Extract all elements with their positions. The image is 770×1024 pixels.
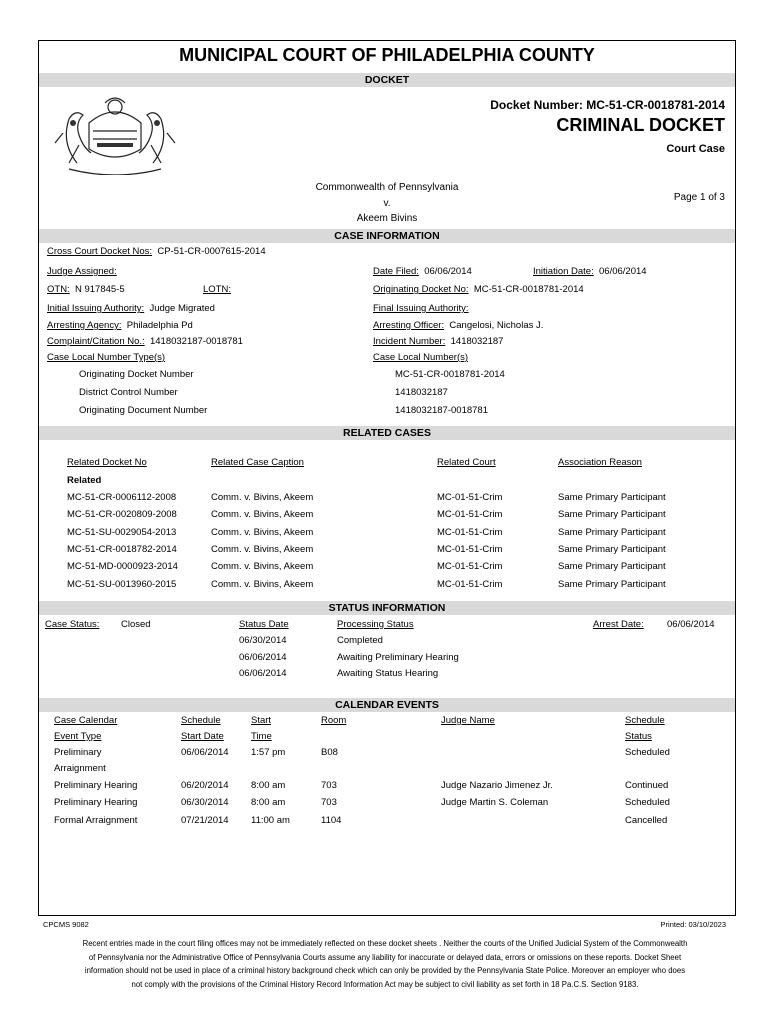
local-type: Originating Document Number (79, 405, 208, 416)
schedule-start-date: 06/30/2014 (181, 797, 229, 808)
calendar-start-header-1: Start (251, 715, 272, 726)
association-reason: Same Primary Participant (558, 561, 666, 573)
incident-number (373, 336, 503, 347)
related-group-label: Related (67, 475, 102, 486)
related-docket-header: Related Docket No (67, 457, 147, 468)
incident-label: Incident Number: (373, 336, 446, 347)
related-docket-no: MC-51-CR-0020809-2008 (67, 509, 177, 521)
date-filed-value: 06/06/2014 (424, 266, 472, 277)
status-information-bar: STATUS INFORMATION (39, 601, 735, 615)
calendar-judge-header: Judge Name (441, 715, 495, 726)
judge-assigned-label: Judge Assigned: (47, 266, 117, 277)
cross-court-docket (47, 246, 266, 257)
related-cases-bar: RELATED CASES (39, 426, 735, 440)
related-docket-no: MC-51-SU-0013960-2015 (67, 578, 177, 590)
room: 703 (321, 797, 337, 808)
room: 1104 (321, 815, 342, 826)
otn-value: N 917845-5 (74, 284, 125, 295)
arresting-officer-label: Arresting Officer: (373, 320, 445, 331)
arresting-officer-value: Cangelosi, Nicholas J. (449, 320, 544, 331)
form-number: CPCMS 9082 (43, 920, 89, 929)
originating-docket-value: MC-51-CR-0018781-2014 (473, 284, 584, 295)
otn-label: OTN: (47, 284, 70, 295)
schedule-status: Continued (625, 780, 669, 791)
local-type: Originating Docket Number (79, 369, 194, 380)
event-type-continued: Arraignment (54, 763, 106, 774)
complaint-citation (47, 336, 243, 347)
event-type: Preliminary Hearing (54, 797, 138, 808)
originating-docket-label: Originating Docket No: (373, 284, 469, 295)
local-types-label: Case Local Number Type(s) (47, 352, 166, 363)
cross-court-label: Cross Court Docket Nos: (47, 246, 153, 257)
schedule-status: Cancelled (625, 815, 668, 826)
docket-type: CRIMINAL DOCKET (556, 115, 725, 135)
related-court: MC-01-51-Crim (437, 578, 503, 590)
local-number: MC-51-CR-0018781-2014 (395, 369, 505, 380)
start-time: 8:00 am (251, 797, 286, 808)
date-filed-label: Date Filed: (373, 266, 419, 277)
otn (47, 284, 125, 295)
local-number: 1418032187-0018781 (395, 405, 488, 416)
initial-authority-value: Judge Migrated (149, 303, 215, 314)
related-docket-no: MC-51-CR-0006112-2008 (67, 492, 177, 503)
calendar-type-header-1: Case Calendar (54, 715, 118, 726)
initial-authority-label: Initial Issuing Authority: (47, 303, 145, 314)
related-docket-no: MC-51-MD-0000923-2014 (67, 561, 178, 573)
related-case-caption: Comm. v. Bivins, Akeem (211, 578, 314, 590)
originating-docket (373, 284, 584, 295)
calendar-sched-header-2: Start Date (181, 731, 224, 742)
status-date-header: Status Date (239, 619, 289, 630)
schedule-start-date: 07/21/2014 (181, 815, 229, 826)
date-filed (373, 266, 472, 277)
calendar-start-header-2: Time (251, 731, 272, 742)
arrest-date-value: 06/06/2014 (667, 619, 715, 630)
arrest-date-label: Arrest Date: (593, 619, 644, 630)
related-docket-no: MC-51-SU-0029054-2013 (67, 526, 177, 538)
processing-status: Awaiting Preliminary Hearing (337, 651, 459, 663)
association-reason: Same Primary Participant (558, 578, 666, 590)
disclaimer-text: Recent entries made in the court filing offices may not be immediately reflected on these docket sheets . Neither the courts of the Unified Judicial System of the Commonwealth of Pennsylvania nor the Administrative Office of Pennsylvania Courts assume any liability for inaccurate or delayed data, errors or omissions on these reports. Docket Sheet information should not be used in place of a criminal history background check which can only be provided by the Pennsylvania State Police. Moreover an employer who does not comply with the provisions of the Criminal History Record Information Act may be subject to civil liability as set forth in 18 Pa.C.S. Section 9183. (82, 939, 688, 989)
judge-name: Judge Nazario Jimenez Jr. (441, 780, 553, 791)
complaint-label: Complaint/Citation No.: (47, 336, 145, 347)
case-information-bar: CASE INFORMATION (39, 229, 735, 243)
related-court: MC-01-51-Crim (437, 509, 503, 521)
related-court: MC-01-51-Crim (437, 492, 503, 503)
room: 703 (321, 780, 337, 791)
schedule-start-date: 06/06/2014 (181, 747, 229, 758)
calendar-status-header-2: Status (625, 731, 652, 742)
related-court: MC-01-51-Crim (437, 543, 503, 555)
court-case-label: Court Case (666, 143, 725, 155)
schedule-status: Scheduled (625, 747, 670, 758)
schedule-status: Scheduled (625, 797, 670, 808)
schedule-start-date: 06/20/2014 (181, 780, 229, 791)
initiation-date-value: 06/06/2014 (599, 266, 647, 277)
related-case-caption: Comm. v. Bivins, Akeem (211, 509, 314, 521)
start-time: 8:00 am (251, 780, 286, 791)
related-court-header: Related Court (437, 457, 496, 468)
initiation-date (533, 266, 647, 277)
related-caption-header: Related Case Caption (211, 457, 304, 468)
caption-line-1: Commonwealth of Pennsylvania (315, 182, 459, 193)
related-case-caption: Comm. v. Bivins, Akeem (211, 492, 314, 503)
association-reason: Same Primary Participant (558, 492, 666, 503)
docket-bar: DOCKET (39, 73, 735, 87)
association-reason-header: Association Reason (558, 457, 642, 468)
case-status-value: Closed (121, 619, 151, 630)
related-court: MC-01-51-Crim (437, 561, 503, 573)
calendar-status-header-1: Schedule (625, 715, 665, 726)
association-reason: Same Primary Participant (558, 509, 666, 521)
caption-line-3: Akeem Bivins (356, 213, 418, 224)
caption-line-2: v. (383, 198, 391, 209)
arresting-officer (373, 320, 543, 331)
local-numbers-label: Case Local Number(s) (373, 352, 469, 363)
event-type: Formal Arraignment (54, 815, 138, 826)
printed-date: Printed: 03/10/2023 (660, 920, 726, 929)
status-date: 06/06/2014 (239, 668, 287, 679)
room: B08 (321, 747, 338, 758)
local-number: 1418032187 (395, 387, 448, 398)
status-date: 06/06/2014 (239, 651, 287, 663)
arresting-agency-label: Arresting Agency: (47, 320, 122, 331)
processing-status: Completed (337, 635, 383, 646)
related-court: MC-01-51-Crim (437, 526, 503, 538)
page-number: Page 1 of 3 (673, 192, 725, 203)
processing-status: Awaiting Status Hearing (337, 668, 439, 679)
start-time: 11:00 am (251, 815, 290, 826)
final-authority-label: Final Issuing Authority: (373, 303, 469, 314)
judge-name: Judge Martin S. Coleman (441, 797, 549, 808)
calendar-type-header-2: Event Type (54, 731, 102, 742)
arresting-agency-value: Philadelphia Pd (126, 320, 193, 331)
event-type: Preliminary (54, 747, 102, 758)
processing-status-header: Processing Status (337, 619, 414, 630)
pennsylvania-seal-icon (49, 93, 181, 175)
initiation-date-label: Initiation Date: (533, 266, 594, 277)
calendar-events-bar: CALENDAR EVENTS (39, 698, 735, 712)
docket-number: Docket Number: MC-51-CR-0018781-2014 (490, 98, 725, 112)
calendar-sched-header-1: Schedule (181, 715, 221, 726)
arresting-agency (47, 320, 193, 331)
related-docket-no: MC-51-CR-0018782-2014 (67, 543, 177, 555)
court-title: MUNICIPAL COURT OF PHILADELPHIA COUNTY (179, 45, 595, 65)
association-reason: Same Primary Participant (558, 543, 666, 555)
docket-frame (38, 40, 736, 916)
related-case-caption: Comm. v. Bivins, Akeem (211, 526, 314, 538)
association-reason: Same Primary Participant (558, 526, 666, 538)
lotn-label: LOTN: (203, 284, 231, 295)
local-type: District Control Number (79, 387, 178, 398)
calendar-room-header: Room (321, 715, 347, 726)
start-time: 1:57 pm (251, 747, 286, 758)
related-case-caption: Comm. v. Bivins, Akeem (211, 561, 314, 573)
related-case-caption: Comm. v. Bivins, Akeem (211, 543, 314, 555)
complaint-value: 1418032187-0018781 (149, 336, 243, 347)
event-type: Preliminary Hearing (54, 780, 138, 791)
status-date: 06/30/2014 (239, 635, 287, 646)
case-status-label: Case Status: (45, 619, 100, 630)
incident-value: 1418032187 (450, 336, 504, 347)
cross-court-value: CP-51-CR-0007615-2014 (157, 246, 266, 257)
initial-issuing-authority (47, 303, 215, 314)
